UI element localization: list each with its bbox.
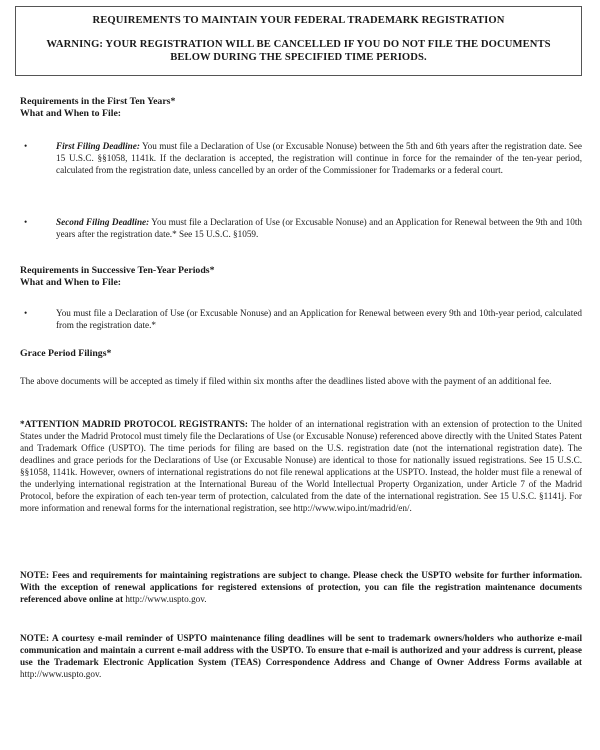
warning-box — [15, 6, 582, 76]
fees-note-text: NOTE: Fees and requirements for maintaining registrations are subject to change. Please check the USPTO website for further information. With the exception of renewal applications for registered extensions of protection, you can file the registration maintenance documents referenced above online at — [20, 570, 582, 604]
bullet-icon: • — [24, 308, 28, 318]
uspto-link[interactable]: http://www.uspto.gov. — [20, 669, 102, 679]
first-filing-deadline-item — [24, 140, 582, 176]
successive-filing-item — [24, 307, 582, 331]
email-reminder-note — [20, 632, 582, 680]
document-title: REQUIREMENTS TO MAINTAIN YOUR FEDERAL TRADEMARK REGISTRATION — [92, 15, 505, 26]
section-heading: Requirements in Successive Ten-Year Periods* — [20, 265, 215, 276]
second-filing-deadline-item — [24, 216, 582, 240]
first-ten-years-heading — [20, 96, 582, 119]
madrid-protocol-paragraph — [20, 418, 582, 514]
second-filing-deadline-label: Second Filing Deadline: — [56, 217, 150, 227]
bullet-icon: • — [24, 141, 28, 151]
successive-periods-heading — [20, 265, 582, 288]
second-filing-deadline-text: You must file a Declaration of Use (or Excusable Nonuse) and an Application for Renewal between the 9th and 10th years after the registration date.* See 15 U.S.C. §1059. — [56, 217, 582, 239]
first-filing-deadline-text: You must file a Declaration of Use (or Excusable Nonuse) between the 5th and 6th years after the registration date. See 15 U.S.C. §§1058, 1141k. If the declaration is accepted, the registration will continue in force for the remainder of the ten-year period, calculated from the registration date, unless cancelled by an order of the Commissioner for Trademarks or a federal court. — [56, 141, 582, 175]
uspto-link[interactable]: http://www.uspto.gov. — [125, 594, 207, 604]
section-heading: Grace Period Filings* — [20, 348, 112, 359]
first-filing-deadline-label: First Filing Deadline: — [56, 141, 140, 151]
section-subheading: What and When to File: — [20, 107, 122, 119]
section-heading: Requirements in the First Ten Years* — [20, 96, 176, 107]
successive-filing-text: You must file a Declaration of Use (or Excusable Nonuse) and an Application for Renewal between every 9th and 10th-year period, calculated from the registration date.* — [56, 308, 582, 330]
cancellation-warning: WARNING: YOUR REGISTRATION WILL BE CANCELLED IF YOU DO NOT FILE THE DOCUMENTS BELOW DURING THE SPECIFIED TIME PERIODS. — [46, 39, 551, 63]
grace-period-text: The above documents will be accepted as timely if filed within six months after the deadlines listed above with the payment of an additional fee. — [20, 376, 552, 386]
grace-period-heading — [20, 348, 582, 360]
email-reminder-text: NOTE: A courtesy e-mail reminder of USPTO maintenance filing deadlines will be sent to trademark owners/holders who authorize e-mail communication and maintain a current e-mail address with the USPTO. To ensure that e-mail is authorized and your address is current, please use the Trademark Electronic Application System (TEAS) Correspondence Address and Change of Owner Address Forms available at — [20, 633, 582, 667]
madrid-protocol-label: *ATTENTION MADRID PROTOCOL REGISTRANTS: — [20, 419, 248, 429]
fees-note — [20, 569, 582, 605]
section-subheading: What and When to File: — [20, 276, 122, 288]
bullet-icon: • — [24, 217, 28, 227]
madrid-protocol-text: The holder of an international registration with an extension of protection to the United States under the Madrid Protocol must timely file the Declarations of Use (or Excusable Nonuse) referenced above directly with the United States Patent and Trademark Office (USPTO). The time periods for filing are based on the U.S. registration date (not the international registration date). The deadlines and grace periods for the Declarations of Use (or Excusable Nonuse) are identical to those for nationally issued registrations. See 15 U.S.C. §§1058, 1141k. However, owners of international registrations do not file renewal applications at the USPTO. Instead, the holder must file a renewal of the underlying international registration at the International Bureau of the World Intellectual Property Organization, under Article 7 of the Madrid Protocol, before the expiration of each ten-year term of protection, calculated from the date of the international registration. See 15 U.S.C. §1141j. For more information and renewal forms for the international registration, see http://www.wipo.int/madrid/en/. — [20, 419, 582, 513]
